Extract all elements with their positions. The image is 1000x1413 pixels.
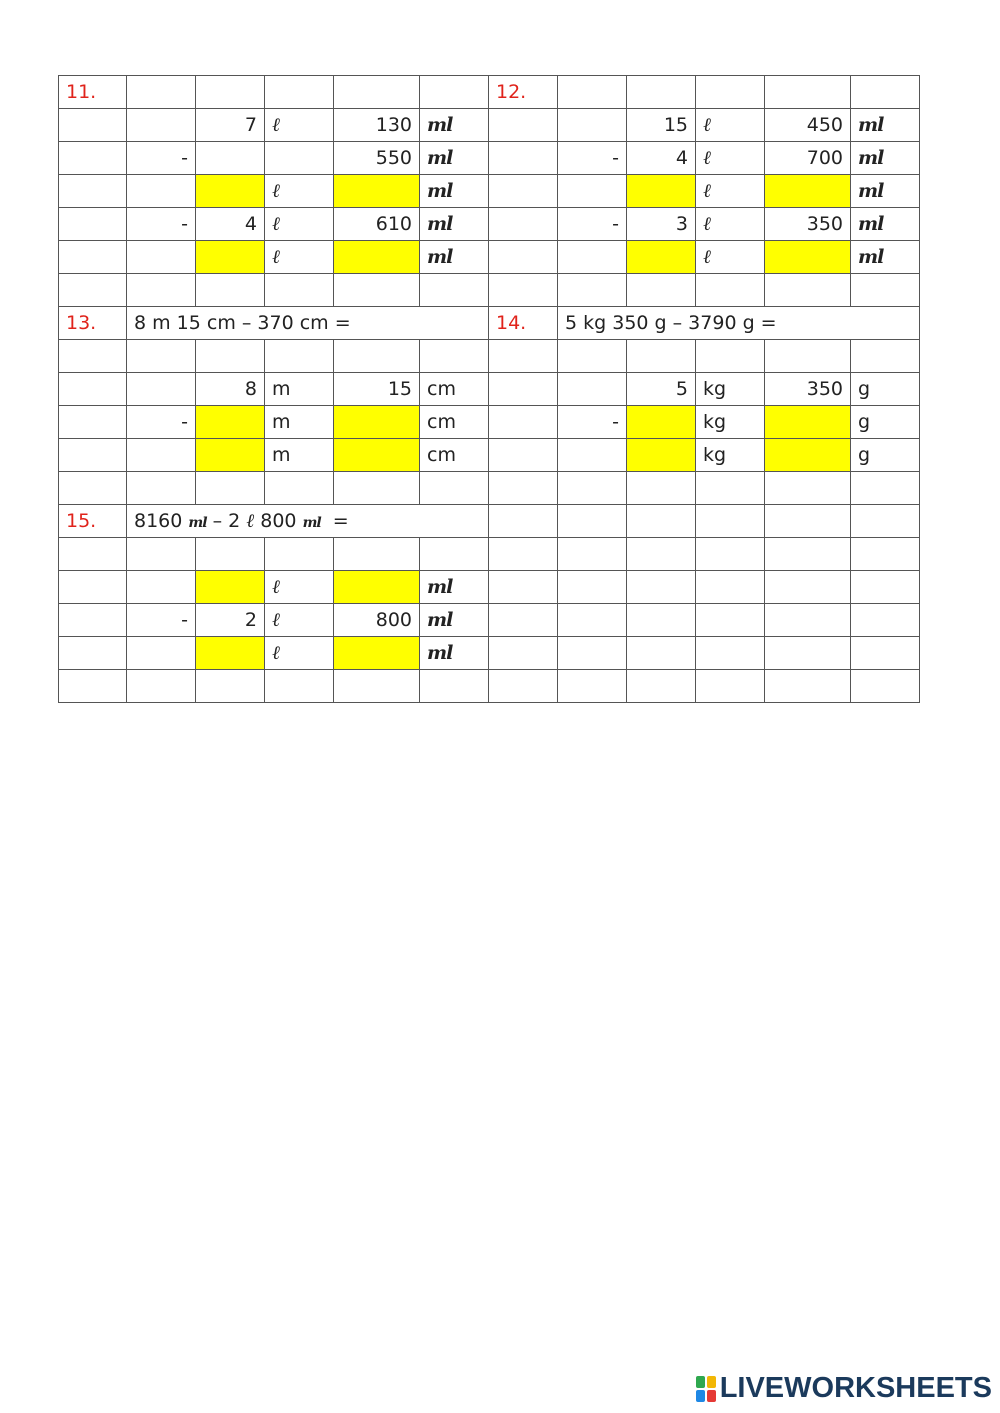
p13-answer-cm-input[interactable] [341,440,412,471]
problem-number-11: 11. [59,76,127,109]
p14-answer-kg-input[interactable] [634,440,688,471]
p12-answer2-liters-box[interactable] [627,241,696,274]
unit-ml: ml [420,241,489,274]
unit-ml: ml [420,571,489,604]
p12-r4-ml: 350 [765,208,851,241]
p14-subtrahend-kg-box[interactable] [627,406,696,439]
unit-gram: g [851,439,920,472]
p13-subtrahend-cm-input[interactable] [341,407,412,438]
problem-15-expression [127,505,489,538]
p11-answer1-liters-box[interactable] [196,175,265,208]
unit-meter: m [265,406,334,439]
unit-ml: ml [851,142,920,175]
unit-ml: ml [851,208,920,241]
p12-answer1-liters-box[interactable] [627,175,696,208]
unit-kilogram: kg [696,373,765,406]
unit-ml: ml [420,604,489,637]
p11-answer2-ml-input[interactable] [341,242,412,273]
p12-r2-ml: 700 [765,142,851,175]
unit-centimeter: cm [420,439,489,472]
badge-square [707,1376,716,1388]
unit-centimeter: cm [420,373,489,406]
minus-sign: - [558,142,627,175]
p11-r2-ml: 550 [334,142,420,175]
p12-answer2-ml-input[interactable] [772,242,843,273]
expr-equals: = [332,509,349,532]
unit-liter: ℓ [265,241,334,274]
p14-answer-g-box[interactable] [765,439,851,472]
unit-ml: ml [188,514,207,531]
unit-liter: ℓ [696,142,765,175]
p12-r1-liters: 15 [627,109,696,142]
unit-ml: ml [302,514,321,531]
p11-r4-ml: 610 [334,208,420,241]
badge-square [696,1390,705,1402]
unit-ml: ml [420,637,489,670]
minus-sign: - [558,406,627,439]
unit-liter: ℓ [696,175,765,208]
unit-liter: ℓ [696,208,765,241]
p12-answer2-ml-box[interactable] [765,241,851,274]
p11-r1-liters: 7 [196,109,265,142]
problem-13-expression: 8 m 15 cm – 370 cm = [127,307,489,340]
p15-minuend-ml-box[interactable] [334,571,420,604]
unit-ml: ml [420,142,489,175]
p15-answer-liters-input[interactable] [203,638,257,669]
unit-liter: ℓ [265,175,334,208]
p14-subtrahend-g-box[interactable] [765,406,851,439]
unit-gram: g [851,373,920,406]
p11-answer1-liters-input[interactable] [203,176,257,207]
expr-value: 800 [260,509,297,532]
unit-meter: m [265,439,334,472]
p11-answer2-ml-box[interactable] [334,241,420,274]
problem-14-expression: 5 kg 350 g – 3790 g = [558,307,920,340]
expr-value: 8160 [134,509,183,532]
p14-r1-kg: 5 [627,373,696,406]
unit-meter: m [265,373,334,406]
p11-r4-liters: 4 [196,208,265,241]
p13-r1-cm: 15 [334,373,420,406]
logo-text: LIVEWORKSHEETS [719,1372,992,1404]
unit-liter: ℓ [265,604,334,637]
unit-ml: ml [420,109,489,142]
minus-sign: - [127,208,196,241]
p11-answer2-liters-input[interactable] [203,242,257,273]
problem-number-15: 15. [59,505,127,538]
badge-square [707,1390,716,1402]
unit-liter: ℓ [696,241,765,274]
p12-answer1-ml-box[interactable] [765,175,851,208]
unit-kilogram: kg [696,439,765,472]
p15-r2-ml: 800 [334,604,420,637]
unit-gram: g [851,406,920,439]
worksheet-grid [58,75,920,703]
p14-subtrahend-g-input[interactable] [772,407,843,438]
unit-liter: ℓ [265,637,334,670]
unit-liter: ℓ [265,208,334,241]
p15-minuend-liters-box[interactable] [196,571,265,604]
p12-answer2-liters-input[interactable] [634,242,688,273]
p11-answer1-ml-input[interactable] [341,176,412,207]
p14-answer-g-input[interactable] [772,440,843,471]
p15-answer-ml-input[interactable] [341,638,412,669]
expr-value: – 2 [212,509,241,532]
p15-answer-liters-box[interactable] [196,637,265,670]
unit-ml: ml [851,109,920,142]
p11-answer1-ml-box[interactable] [334,175,420,208]
p12-r1-ml: 450 [765,109,851,142]
p13-subtrahend-cm-box[interactable] [334,406,420,439]
unit-kilogram: kg [696,406,765,439]
p13-subtrahend-m-input[interactable] [203,407,257,438]
minus-sign: - [127,604,196,637]
unit-liter: ℓ [265,109,334,142]
unit-ml: ml [851,241,920,274]
problem-number-13: 13. [59,307,127,340]
unit-ml: ml [420,175,489,208]
p15-minuend-liters-input[interactable] [203,572,257,603]
problem-number-12: 12. [489,76,558,109]
unit-liter: ℓ [246,509,255,532]
p15-answer-ml-box[interactable] [334,637,420,670]
p11-answer2-liters-box[interactable] [196,241,265,274]
minus-sign: - [558,208,627,241]
p14-subtrahend-kg-input[interactable] [634,407,688,438]
p15-minuend-ml-input[interactable] [341,572,412,603]
unit-centimeter: cm [420,406,489,439]
p12-answer1-liters-input[interactable] [634,176,688,207]
p13-answer-m-input[interactable] [203,440,257,471]
p11-r1-ml: 130 [334,109,420,142]
problem-number-14: 14. [489,307,558,340]
minus-sign: - [127,142,196,175]
p14-r1-g: 350 [765,373,851,406]
unit-ml: ml [851,175,920,208]
p12-answer1-ml-input[interactable] [772,176,843,207]
p13-subtrahend-m-box[interactable] [196,406,265,439]
unit-liter: ℓ [265,571,334,604]
p13-answer-m-box[interactable] [196,439,265,472]
p14-answer-kg-box[interactable] [627,439,696,472]
unit-ml: ml [420,208,489,241]
logo-badge-icon [696,1376,716,1402]
minus-sign: - [127,406,196,439]
p13-answer-cm-box[interactable] [334,439,420,472]
p13-r1-meters: 8 [196,373,265,406]
p12-r4-liters: 3 [627,208,696,241]
badge-square [696,1376,705,1388]
p12-r2-liters: 4 [627,142,696,175]
unit-liter: ℓ [696,109,765,142]
p15-r2-liters: 2 [196,604,265,637]
liveworksheets-logo [696,1372,992,1405]
